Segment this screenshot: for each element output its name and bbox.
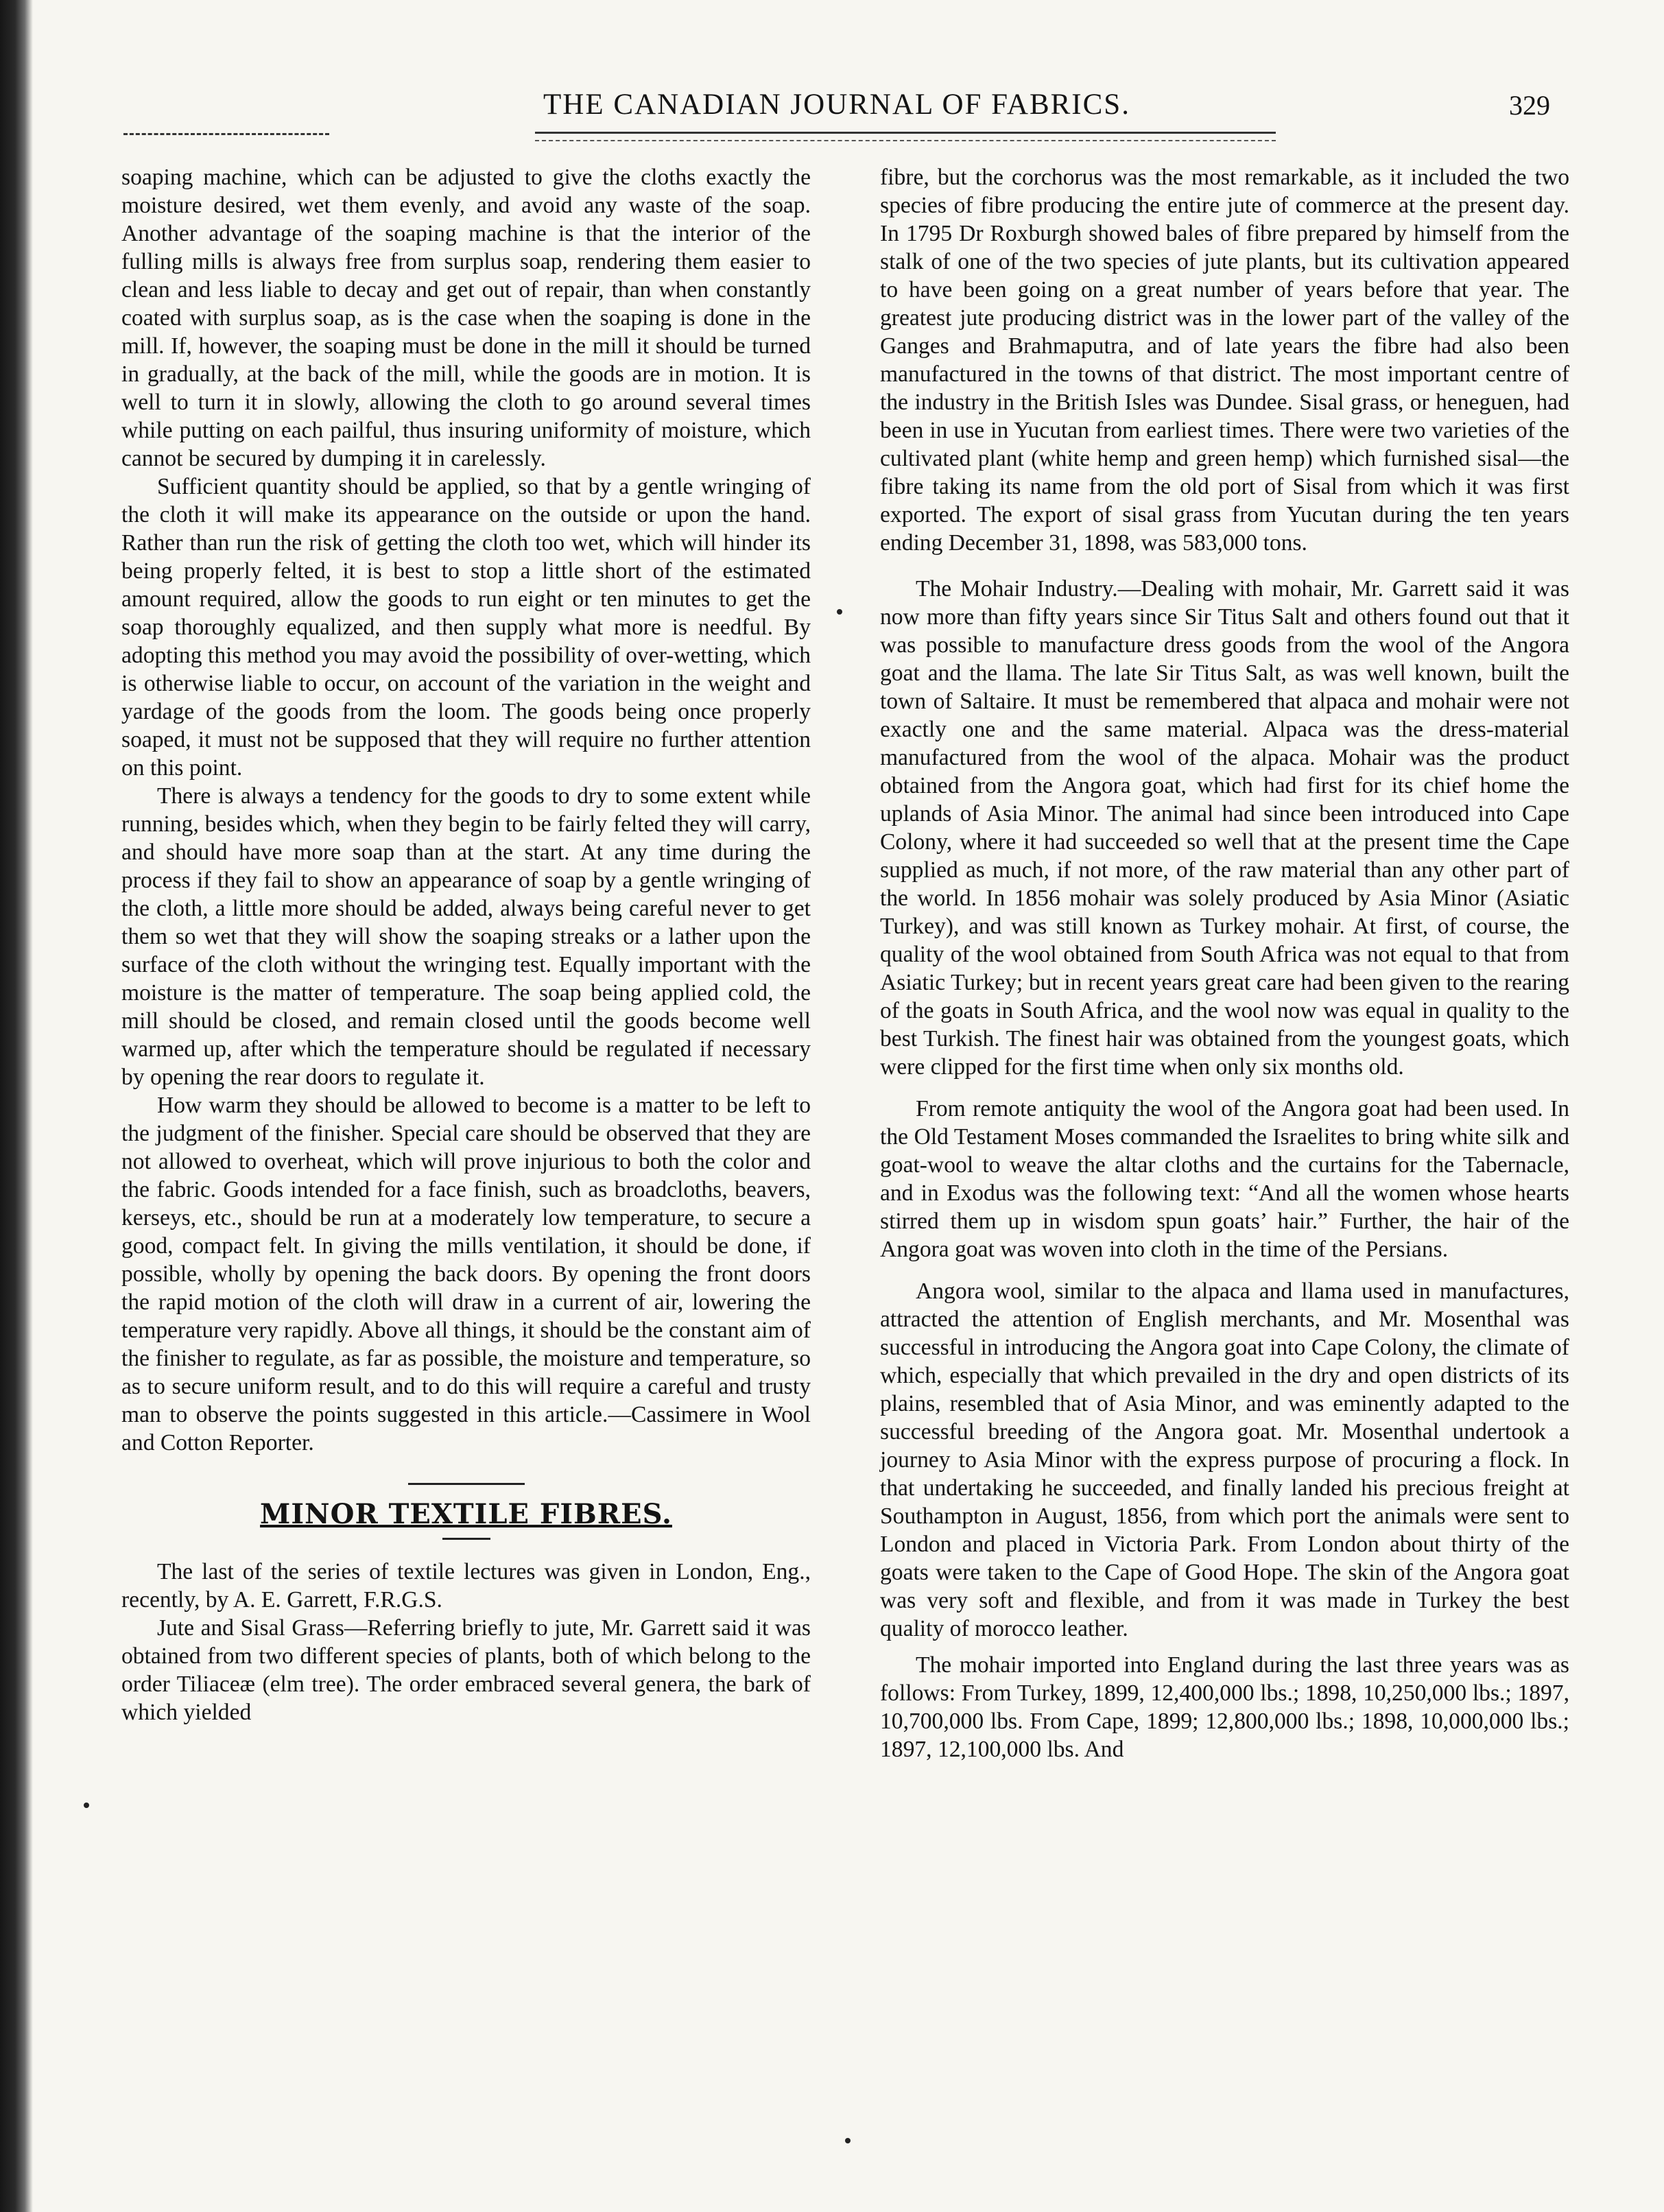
- print-speck: [837, 609, 842, 615]
- section-spacer: [121, 1457, 811, 1483]
- article-paragraph: From remote antiquity the wool of the Angora goat had been used. In the Old Testament Moses commanded the Israelites to bring white silk and goat-wool to weave the altar cloths and the curtains for the Tabernacle, and in Exodus was the following text: “And all the women whose hearts stirred them up in wisdom spun goats’ hair.” Further, the hair of the Angora goat was woven into cloth in the time of the Persians.: [880, 1096, 1569, 1262]
- left-column: [121, 163, 811, 1726]
- article-paragraph: soaping machine, which can be adjusted to give the cloths exactly the moisture desired, wet them evenly, and avoid any waste of the soap. Another advantage of the soaping machine is that the interior of the fulling mills is always free from surplus soap, rendering them easier to clean and less liable to decay and get out of repair, than when constantly coated with surplus soap, as is the case when the soaping is done in the mill. If, however, the soaping must be done in the mill it should be turned in gradually, at the back of the mill, while the goods are in motion. It is well to turn it in slowly, allowing the cloth to go around several times while putting on each pailful, thus insuring uniformity of moisture, which cannot be secured by dumping it in carelessly.: [121, 165, 811, 471]
- article-paragraph: Angora wool, similar to the alpaca and llama used in manufactures, attracted the attention of English merchants, and Mr. Mosenthal was successful in introducing the Angora goat into Cape Colony, the climate of which, especially that which prevailed in the dry and open districts of its plains, resembled that of Asia Minor, and was eminently adapted to the successful breeding of the Angora goat. Mr. Mosenthal undertook a journey to Asia Minor with the express purpose of procuring a flock. In that undertaking he succeeded, and finally landed his precious freight at Southampton in August, 1856, from which port the animals were sent to London and placed in Victoria Park. From London about thirty of the goats were taken to the Cape of Good Hope. The skin of the Angora goat was very soft and flexible, and from it was made in Turkey the best quality of morocco leather.: [880, 1279, 1569, 1641]
- paragraph-spacer: [880, 557, 1569, 575]
- section-heading: [121, 1483, 811, 1540]
- article-paragraph: fibre, but the corchorus was the most remarkable, as it included the two species of fibre producing the entire jute of commerce at the present day. In 1795 Dr Roxburgh showed bales of fibre prepared by himself from the stalk of one of the two species of jute plants, but its cultivation appeared to have been going on a great number of years before that year. The greatest jute producing district was in the lower part of the valley of the Ganges and Brahmaputra, and of late years the fibre had also been manufactured in the towns of that district. The most important centre of the industry in the British Isles was Dundee. Sisal grass, or heneguen, had been in use in Yucutan from earliest times. There were two varieties of the cultivated plant (white hemp and green hemp) which furnished sisal—the fibre taking its name from the old port of Sisal from which it was first exported. The export of sisal grass from Yucutan during the ten years ending December 31, 1898, was 583,000 tons.: [880, 165, 1569, 556]
- paragraph-spacer: [880, 1081, 1569, 1095]
- heading-rule-top: [408, 1483, 525, 1485]
- right-column: [880, 163, 1569, 1763]
- page-header: [123, 88, 1550, 136]
- paragraph-spacer: [880, 1643, 1569, 1651]
- print-speck: [84, 1803, 89, 1808]
- paragraph-spacer: [880, 1263, 1569, 1277]
- running-title: THE CANADIAN JOURNAL OF FABRICS.: [543, 88, 1130, 121]
- article-paragraph: The Mohair Industry.—Dealing with mohair, Mr. Garrett said it was now more than fifty years since Sir Titus Salt and others found out that it was possible to manufacture dress goods from the wool of the Angora goat and the llama. The late Sir Titus Salt, as was well known, built the town of Saltaire. It must be remembered that alpaca and mohair were not exactly one and the same material. Alpaca was the dress-material manufactured from the wool of the alpaca. Mohair was the product obtained from the Angora goat, which had first for its chief home the uplands of Asia Minor. The animal had since been introduced into Cape Colony, where it had succeeded so well that at the present time the Cape supplied as much, if not more, of the raw material than any other part of the world. In 1856 mohair was solely produced by Asia Minor (Asiatic Turkey), and was still known as Turkey mohair. At first, of course, the quality of the wool obtained from South Africa was not equal to that from Asiatic Turkey; but in recent years great care had been given to the rearing of the goats in South Africa, and the wool now was equal in quality to the best Turkish. The finest hair was obtained from the youngest goats, which were clipped for the first time when only six months old.: [880, 576, 1569, 1080]
- article-paragraph: The last of the series of textile lectures was given in London, Eng., recently, by A. E. Garrett, F.R.G.S.: [121, 1559, 811, 1613]
- heading-rule-bottom: [442, 1538, 490, 1540]
- article-paragraph: There is always a tendency for the goods to dry to some extent while running, besides which, when they begin to be fairly felted they will carry, and should have more soap than at the start. At any time during the process if they fail to show an appearance of soap by a gentle wringing of the cloth, a little more should be added, always being careful never to get them so wet that they will show the soaping streaks or a lather upon the surface of the cloth without the wringing test. Equally important with the moisture is the matter of temperature. The soap being applied cold, the mill should be closed, and remain closed until the goods become well warmed up, after which the temperature should be regulated if necessary by opening the rear doors to regulate it.: [121, 783, 811, 1090]
- header-rule: [535, 132, 1276, 141]
- print-speck: [845, 2138, 851, 2143]
- section-title: MINOR TEXTILE FIBRES.: [260, 1498, 672, 1530]
- header-rule-left: [123, 133, 329, 135]
- article-paragraph: Jute and Sisal Grass—Referring briefly to jute, Mr. Garrett said it was obtained from two different species of plants, both of which belong to the order Tiliaceæ (elm tree). The order embraced several genera, the bark of which yielded: [121, 1615, 811, 1725]
- article-paragraph: Sufficient quantity should be applied, so that by a gentle wringing of the cloth it will make its appearance on the outside or upon the hand. Rather than run the risk of getting the cloth too wet, which will hinder its being properly felted, it is best to stop a little short of the estimated amount required, allow the goods to run eight or ten minutes to get the soap thoroughly equalized, and then supply what more is needful. By adopting this method you may avoid the possibility of over-wetting, which is otherwise liable to occur, on account of the variation in the weight and yardage of the goods from the loom. The goods being once properly soaped, it must not be supposed that they will require no further attention on this point.: [121, 474, 811, 781]
- binding-shadow: [0, 0, 33, 2212]
- article-paragraph: The mohair imported into England during the last three years was as follows: From Turkey, 1899, 12,400,000 lbs.; 1898, 10,250,000 lbs.; 1897, 10,700,000 lbs. From Cape, 1899; 12,800,000 lbs.; 1898, 10,000,000 lbs.; 1897, 12,100,000 lbs. And: [880, 1652, 1569, 1762]
- page-number: 329: [1509, 90, 1550, 121]
- article-paragraph: How warm they should be allowed to become is a matter to be left to the judgment of the finisher. Special care should be observed that they are not allowed to overheat, which will prove injurious to both the color and the fabric. Goods intended for a face finish, such as broadcloths, beavers, kerseys, etc., should be run at a moderately low temperature, to secure a good, compact felt. In giving the mills ventilation, it should be done, if possible, wholly by opening the back doors. By opening the front doors the rapid motion of the cloth will draw in a current of air, lowering the temperature very rapidly. Above all things, it should be the constant aim of the finisher to regulate, as far as possible, the moisture and temperature, so as to secure uniform result, and to do this will require a careful and trusty man to observe the points suggested in this article.—Cassimere in Wool and Cotton Reporter.: [121, 1093, 811, 1455]
